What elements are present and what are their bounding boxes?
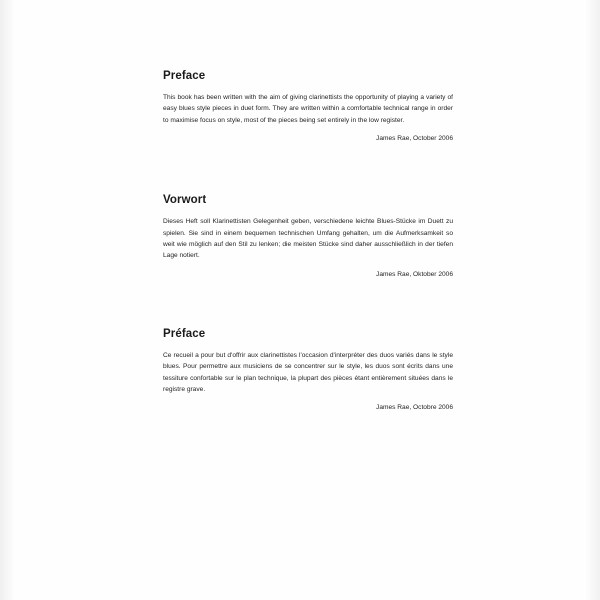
section-body: This book has been written with the aim of giving clarinettists the opportunity of playing a variety of easy blues style pieces in duet form. They are written within a comfortable technical range in order to maximise focus on style, most of the pieces being set entirely in the low register. — [163, 94, 453, 124]
spacer — [163, 180, 453, 194]
section-body: Ce recueil a pour but d'offrir aux clarinettistes l'occasion d'interpréter des duos variés dans le style blues. Pour permettre aux musiciens de se concentrer sur le style, les duos sont écrits dans une tessiture confortable sur le plan technique, la plupart des pièces étant entièrement situées dans le registre grave. — [163, 351, 453, 394]
section-preface-en — [163, 70, 453, 142]
section-signature: James Rae, October 2006 — [376, 135, 453, 143]
section-vorwort-de — [163, 194, 453, 278]
section-body: Dieses Heft soll Klarinettisten Gelegenheit geben, verschiedene leichte Blues-Stücke im Duett zu spielen. Sie sind in einem bequemen technischen Umfang gehalten, um die Aufmerksamkeit so weit wie möglich auf den Stil zu lenken; die meisten Stücke sind daher ausschließlich in der tiefen Lage notiert. — [163, 218, 453, 260]
section-preface-fr — [163, 328, 453, 412]
page-content — [163, 70, 453, 449]
section-title: Préface — [163, 327, 206, 340]
spacer — [163, 316, 453, 328]
section-title: Vorwort — [163, 194, 207, 207]
section-signature: James Rae, Oktober 2006 — [376, 270, 453, 278]
section-title: Preface — [163, 70, 206, 82]
section-signature: James Rae, Octobre 2006 — [376, 404, 453, 412]
